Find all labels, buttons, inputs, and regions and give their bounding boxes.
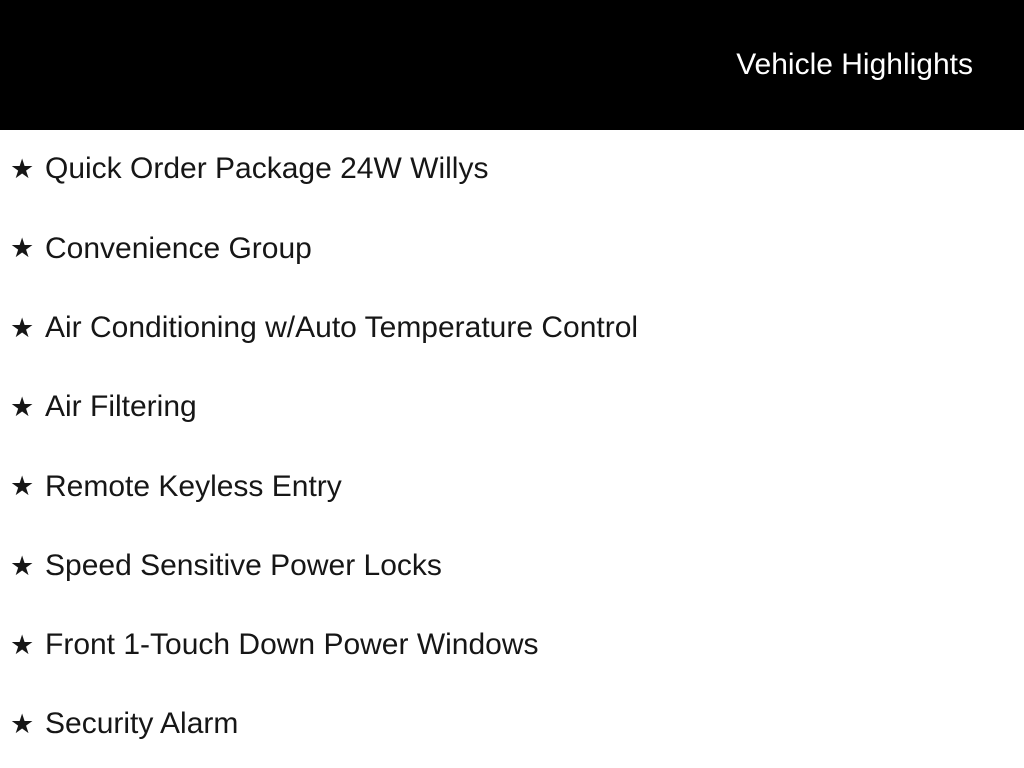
list-item [0,289,1024,368]
star-icon: ★ [10,709,35,740]
list-item-label: Speed Sensitive Power Locks [45,548,442,582]
list-item-label: Convenience Group [45,231,312,265]
page-title: Vehicle Highlights [736,47,973,81]
list-item [0,526,1024,605]
list-item [0,130,1024,209]
list-item [0,447,1024,526]
highlights-list [0,130,1024,764]
star-icon: ★ [10,312,35,343]
list-item-label: Quick Order Package 24W Willys [45,152,489,186]
list-item [0,368,1024,447]
page-header [0,0,1024,130]
star-icon: ★ [10,471,35,502]
list-item-label: Remote Keyless Entry [45,469,342,503]
star-icon: ★ [10,629,35,660]
list-item [0,685,1024,764]
star-icon: ★ [10,550,35,581]
star-icon: ★ [10,154,35,185]
list-item [0,606,1024,685]
list-item [0,209,1024,288]
list-item-label: Security Alarm [45,707,239,741]
star-icon: ★ [10,392,35,423]
list-item-label: Air Filtering [45,390,197,424]
list-item-label: Front 1-Touch Down Power Windows [45,628,539,662]
list-item-label: Air Conditioning w/Auto Temperature Control [45,310,639,344]
star-icon: ★ [10,233,35,264]
